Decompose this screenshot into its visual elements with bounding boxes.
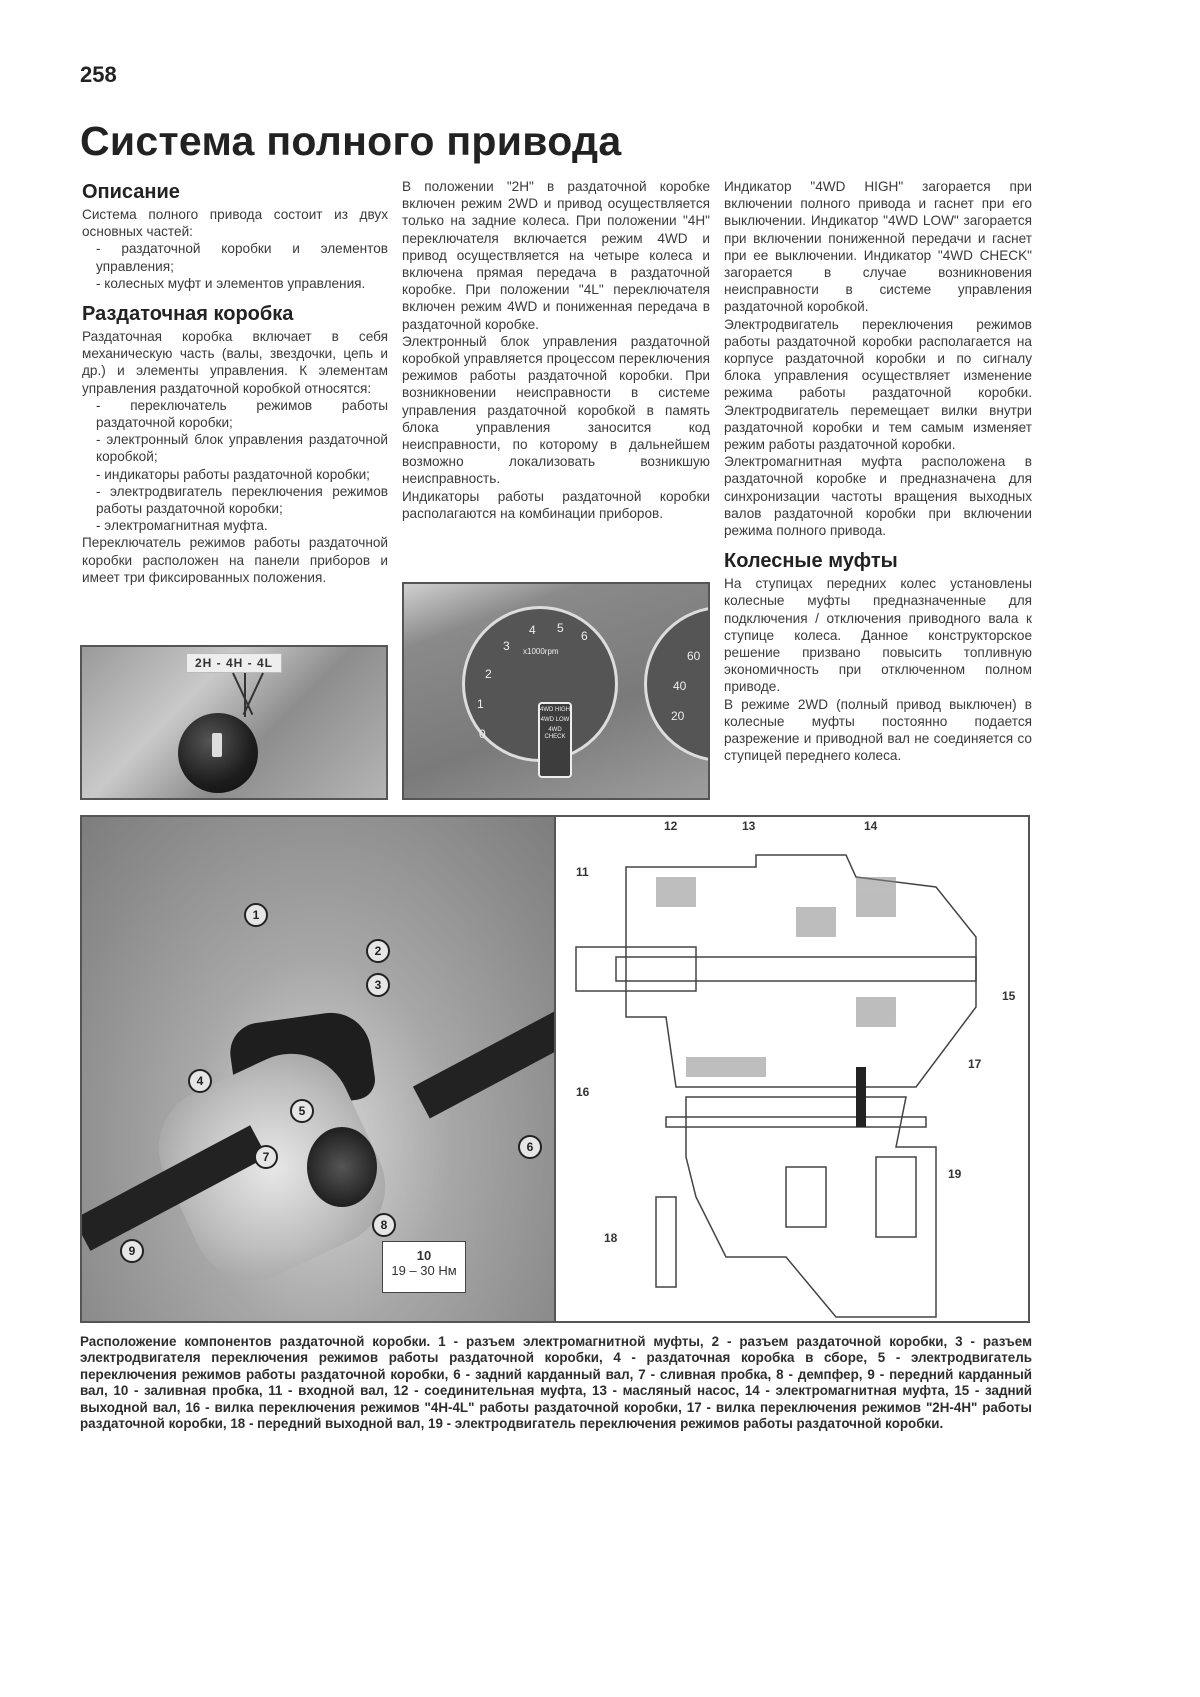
knob-marker-icon — [212, 733, 222, 757]
diagram-label-13: 13 — [742, 819, 756, 833]
pointer-line — [232, 673, 253, 716]
callout-8: 8 — [372, 1213, 396, 1237]
4wd-indicator-panel — [538, 702, 572, 778]
diagram-label-12: 12 — [664, 819, 678, 833]
indicator-4wd-low: 4WD LOW — [540, 717, 570, 723]
diagram-label-16: 16 — [576, 1085, 590, 1099]
speedometer-gauge — [644, 606, 710, 762]
figure-transfer-case-photo — [80, 815, 556, 1323]
paragraph: Система полного привода состоит из двух основных частей: — [82, 207, 388, 240]
rear-propshaft-shape — [413, 1012, 556, 1119]
diagram-label-19: 19 — [948, 1167, 962, 1181]
heading-transfer-case: Раздаточная коробка — [82, 303, 294, 326]
gauge-tick: 6 — [581, 629, 588, 643]
gauge-tick: 2 — [485, 667, 492, 681]
page-title: Система полного привода — [80, 118, 622, 164]
cross-section-drawing — [556, 817, 1030, 1323]
torque-value: 19 – 30 Нм — [391, 1263, 457, 1278]
list-item: - колесных муфт и элементов управления. — [96, 275, 366, 291]
gauge-tick: 0 — [479, 727, 486, 741]
column-3 — [724, 178, 1032, 765]
paragraph: Электромагнитная муфта расположена в раздаточной коробке и предназначена для синхронизации частоты вращения выходных валов раздаточной коробки при включении режима полного привода. — [724, 454, 1032, 539]
damper-shape — [307, 1127, 377, 1207]
gauge-tick: 3 — [503, 639, 510, 653]
page-number: 258 — [80, 62, 117, 87]
callout-9: 9 — [120, 1239, 144, 1263]
paragraph: Электродвигатель переключения режимов работы раздаточной коробки располагается на корпусе раздаточной коробки и по сигналу блока управления осуществляет изменение режима работы раздаточной коробки. Электродвигатель перемещает вилки внутри раздаточной коробки и тем самым изменяет режим работы раздаточной коробки. — [724, 316, 1032, 453]
diagram-label-15: 15 — [1002, 989, 1016, 1003]
figure-caption: Расположение компонентов раздаточной коробки. 1 - разъем электромагнитной муфты, 2 - разъем раздаточной коробки, 3 - разъем электродвигателя переключения режимов работы раздаточной коробки, 4 - раздаточная коробка в сборе, 5 - электродвигатель переключения режимов работы раздаточной коробки, 6 - задний карданный вал, 7 - сливная пробка, 8 - демпфер, 9 - передний карданный вал, 10 - заливная пробка, 11 - входной вал, 12 - соединительная муфта, 13 - масляный насос, 14 - электромагнитная муфта, 15 - задний выходной вал, 16 - вилка переключения режимов "4H-4L" работы раздаточной коробки, 17 - вилка переключения режимов "2H-4H" работы раздаточной коробки, 18 - передний выходной вал, 19 - электродвигатель переключения режимов работы раздаточной коробки. — [80, 1334, 1032, 1432]
diagram-label-11: 11 — [576, 865, 589, 879]
column-1 — [82, 180, 388, 586]
switch-mode-label: 2H - 4H - 4L — [186, 653, 282, 673]
callout-2: 2 — [366, 939, 390, 963]
callout-5: 5 — [290, 1099, 314, 1123]
torque-spec-box — [382, 1241, 466, 1293]
figure-instrument-cluster — [402, 582, 710, 800]
callout-6: 6 — [518, 1135, 542, 1159]
paragraph: Электронный блок управления раздаточной коробкой управляется процессом переключения режимов работы раздаточной коробки. При возникновении неисправности в системе управления раздаточной коробкой в память блока управления заносится код неисправности, по которому в дальнейшем возможно локализовать возникшую неисправность. — [402, 333, 710, 487]
heading-description: Описание — [82, 181, 180, 203]
paragraph: В режиме 2WD (полный привод выключен) в колесные муфты постоянно подается разрежение и приводной вал не соединяется со ступицей переднего колеса. — [724, 696, 1032, 764]
paragraph: Индикатор "4WD HIGH" загорается при включении полного привода и гаснет при его выключении. Индикатор "4WD LOW" загорается при включении пониженной передачи и гаснет при ее выключении. Индикатор "4WD CHECK" загорается в случае возникновения неисправности в системе управления раздаточной коробкой. — [724, 179, 1032, 315]
callout-4: 4 — [188, 1069, 212, 1093]
diagram-label-17: 17 — [968, 1057, 982, 1071]
list-item: - электродвигатель переключения режимов работы раздаточной коробки; — [96, 483, 388, 517]
callout-3: 3 — [366, 973, 390, 997]
indicator-4wd-high: 4WD HIGH — [540, 707, 570, 713]
gauge-tick: 1 — [477, 697, 484, 711]
gauge-unit: x1000rpm — [523, 647, 559, 656]
figure-transfer-case-cross-section — [556, 815, 1030, 1323]
gauge-tick: 5 — [557, 621, 564, 635]
paragraph: На ступицах передних колес установлены колесные муфты предназначенные для подключения / отключения приводного вала к ступице колеса. Данное конструкторское решение призвано повысить топливную экономичность при отключенном полном приводе. — [724, 576, 1032, 695]
list-item: - электромагнитная муфта. — [96, 518, 268, 534]
diagram-label-14: 14 — [864, 819, 878, 833]
gauge-tick: 4 — [529, 623, 536, 637]
column-2 — [402, 178, 710, 522]
paragraph: В положении "2H" в раздаточной коробке включен режим 2WD и привод осуществляется только на задние колеса. При положении "4H" переключателя включается режим 4WD и привод осуществляется на четыре колеса и включена прямая передача в раздаточной коробке. При положении "4L" переключателя включен режим 4WD и пониженная передача в раздаточной коробке. — [402, 179, 710, 332]
list-item: - раздаточной коробки и элементов управления; — [96, 241, 388, 274]
callout-7: 7 — [254, 1145, 278, 1169]
callout-1: 1 — [244, 903, 268, 927]
list-item: - переключатель режимов работы раздаточной коробки; — [96, 397, 388, 431]
gauge-tick: 20 — [671, 709, 685, 723]
list-item: - электронный блок управления раздаточной коробкой; — [96, 432, 388, 465]
diagram-label-18: 18 — [604, 1231, 618, 1245]
torque-item-number: 10 — [416, 1248, 432, 1263]
paragraph: Индикаторы работы раздаточной коробки располагаются на комбинации приборов. — [402, 488, 710, 521]
heading-wheel-hubs: Колесные муфты — [724, 550, 898, 573]
paragraph: Раздаточная коробка включает в себя механическую часть (валы, звездочки, цепь и др.) и элементы управления. К элементам управления раздаточной коробкой относятся: — [82, 329, 388, 396]
indicator-4wd-check: 4WD CHECK — [544, 727, 566, 740]
figure-mode-switch — [80, 645, 388, 800]
gauge-tick: 40 — [673, 679, 687, 693]
list-item: - индикаторы работы раздаточной коробки; — [96, 466, 370, 482]
gauge-tick: 60 — [687, 649, 701, 663]
paragraph: Переключатель режимов работы раздаточной коробки расположен на панели приборов и имеет три фиксированных положения. — [82, 535, 388, 585]
